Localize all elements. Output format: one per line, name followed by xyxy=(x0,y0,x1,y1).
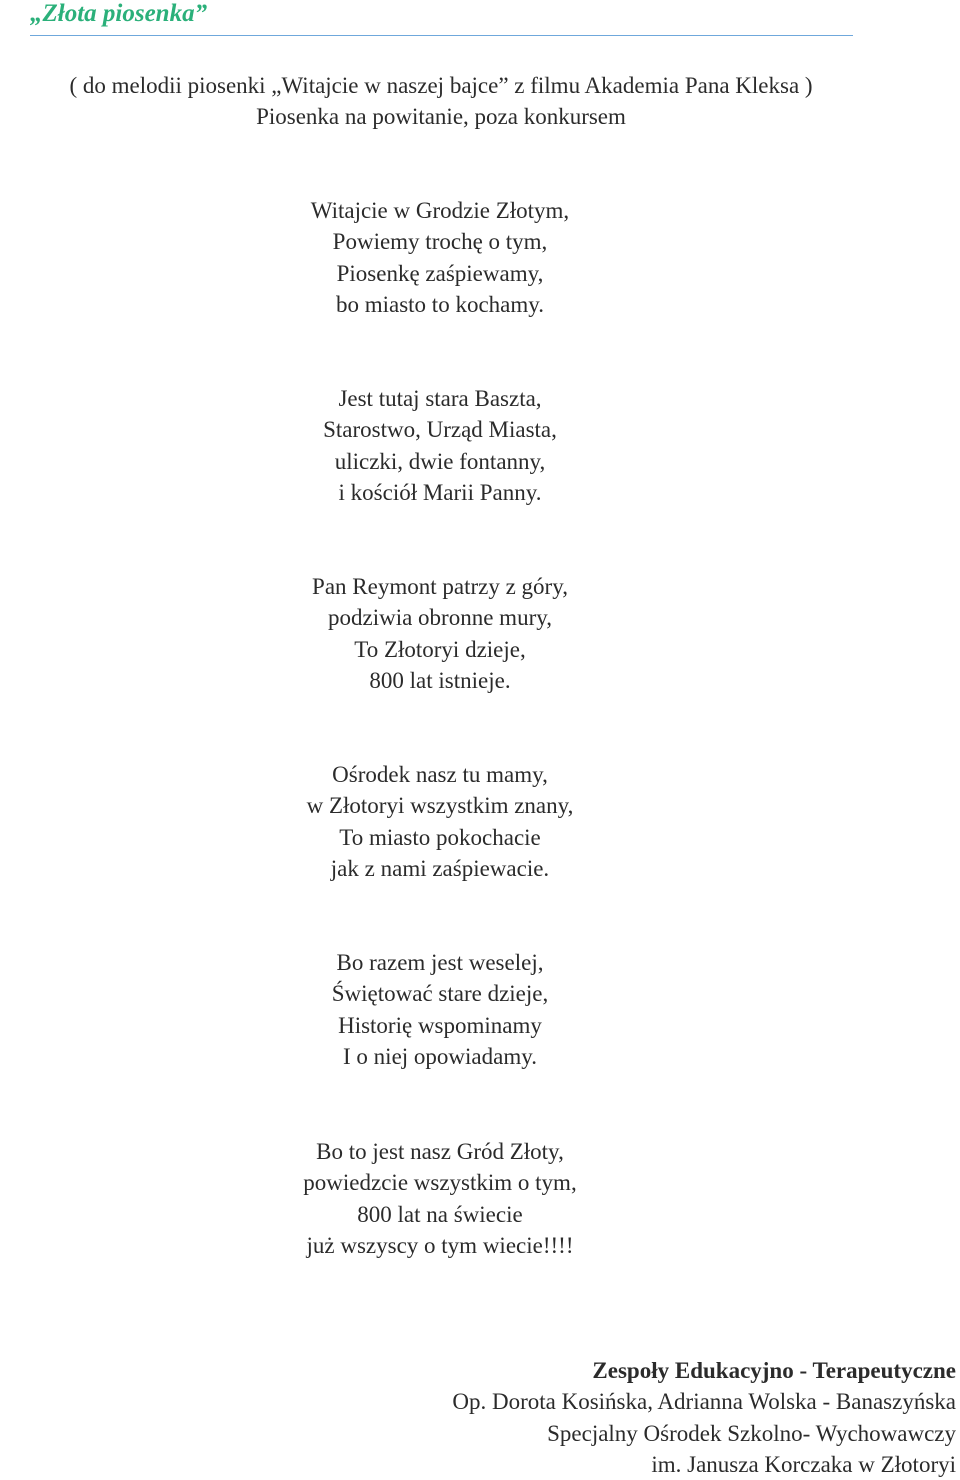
stanza-line: Powiemy trochę o tym, xyxy=(332,229,548,255)
stanza-line: Świętować stare dzieje, xyxy=(331,981,549,1007)
stanza-line: 800 lat istnieje. xyxy=(369,667,511,693)
intro-subtitle: Piosenka na powitanie, poza konkursem xyxy=(256,104,626,129)
stanza-line: Jest tutaj stara Baszta, xyxy=(338,386,542,411)
title-underline-rule xyxy=(30,35,853,36)
stanza-line: w Złotoryi wszystkim znany, xyxy=(306,793,574,819)
stanza-4 xyxy=(240,759,640,884)
document-title: „Złota piosenka” xyxy=(30,0,208,27)
signature-authors: Op. Dorota Kosińska, Adrianna Wolska - Banaszyńska xyxy=(452,1389,956,1415)
stanza-line: Historię wspominamy xyxy=(338,1012,542,1038)
stanza-line: podziwia obronne mury, xyxy=(328,605,552,631)
stanza-line: Bo to jest nasz Gród Złoty, xyxy=(316,1139,564,1164)
stanza-line: bo miasto to kochamy. xyxy=(335,291,545,317)
stanza-5 xyxy=(240,947,640,1072)
signature-team: Zespoły Edukacyjno - Terapeutyczne xyxy=(592,1358,956,1383)
stanza-line: Piosenkę zaśpiewamy, xyxy=(336,260,544,286)
stanza-3 xyxy=(240,571,640,696)
signature-block xyxy=(256,1355,956,1480)
intro-melody-note: ( do melodii piosenki „Witajcie w naszej bajce” z filmu Akademia Pana Kleksa ) xyxy=(69,73,813,98)
stanza-line: To miasto pokochacie xyxy=(339,824,541,850)
stanza-line: I o niej opowiadamy. xyxy=(343,1043,537,1069)
signature-patron: im. Janusza Korczaka w Złotoryi xyxy=(651,1451,956,1477)
stanza-line: jak z nami zaśpiewacie. xyxy=(330,855,550,881)
stanza-line: Ośrodek nasz tu mamy, xyxy=(332,762,548,787)
stanza-line: Starostwo, Urząd Miasta, xyxy=(323,417,557,443)
stanza-2 xyxy=(240,383,640,508)
stanza-line: Witajcie w Grodzie Złotym, xyxy=(310,198,570,223)
stanza-6 xyxy=(240,1136,640,1261)
stanza-line: Bo razem jest weselej, xyxy=(336,950,544,975)
stanza-line: i kościół Marii Panny. xyxy=(338,479,542,505)
stanza-line: 800 lat na świecie xyxy=(357,1201,523,1227)
signature-school: Specjalny Ośrodek Szkolno- Wychowawczy xyxy=(547,1420,956,1446)
stanza-line: To Złotoryi dzieje, xyxy=(354,636,526,662)
stanza-line: powiedzcie wszystkim o tym, xyxy=(303,1170,577,1196)
stanza-line: już wszyscy o tym wiecie!!!! xyxy=(306,1232,574,1258)
stanza-1 xyxy=(240,195,640,320)
stanza-line: uliczki, dwie fontanny, xyxy=(334,448,546,474)
stanza-line: Pan Reymont patrzy z góry, xyxy=(312,574,568,599)
